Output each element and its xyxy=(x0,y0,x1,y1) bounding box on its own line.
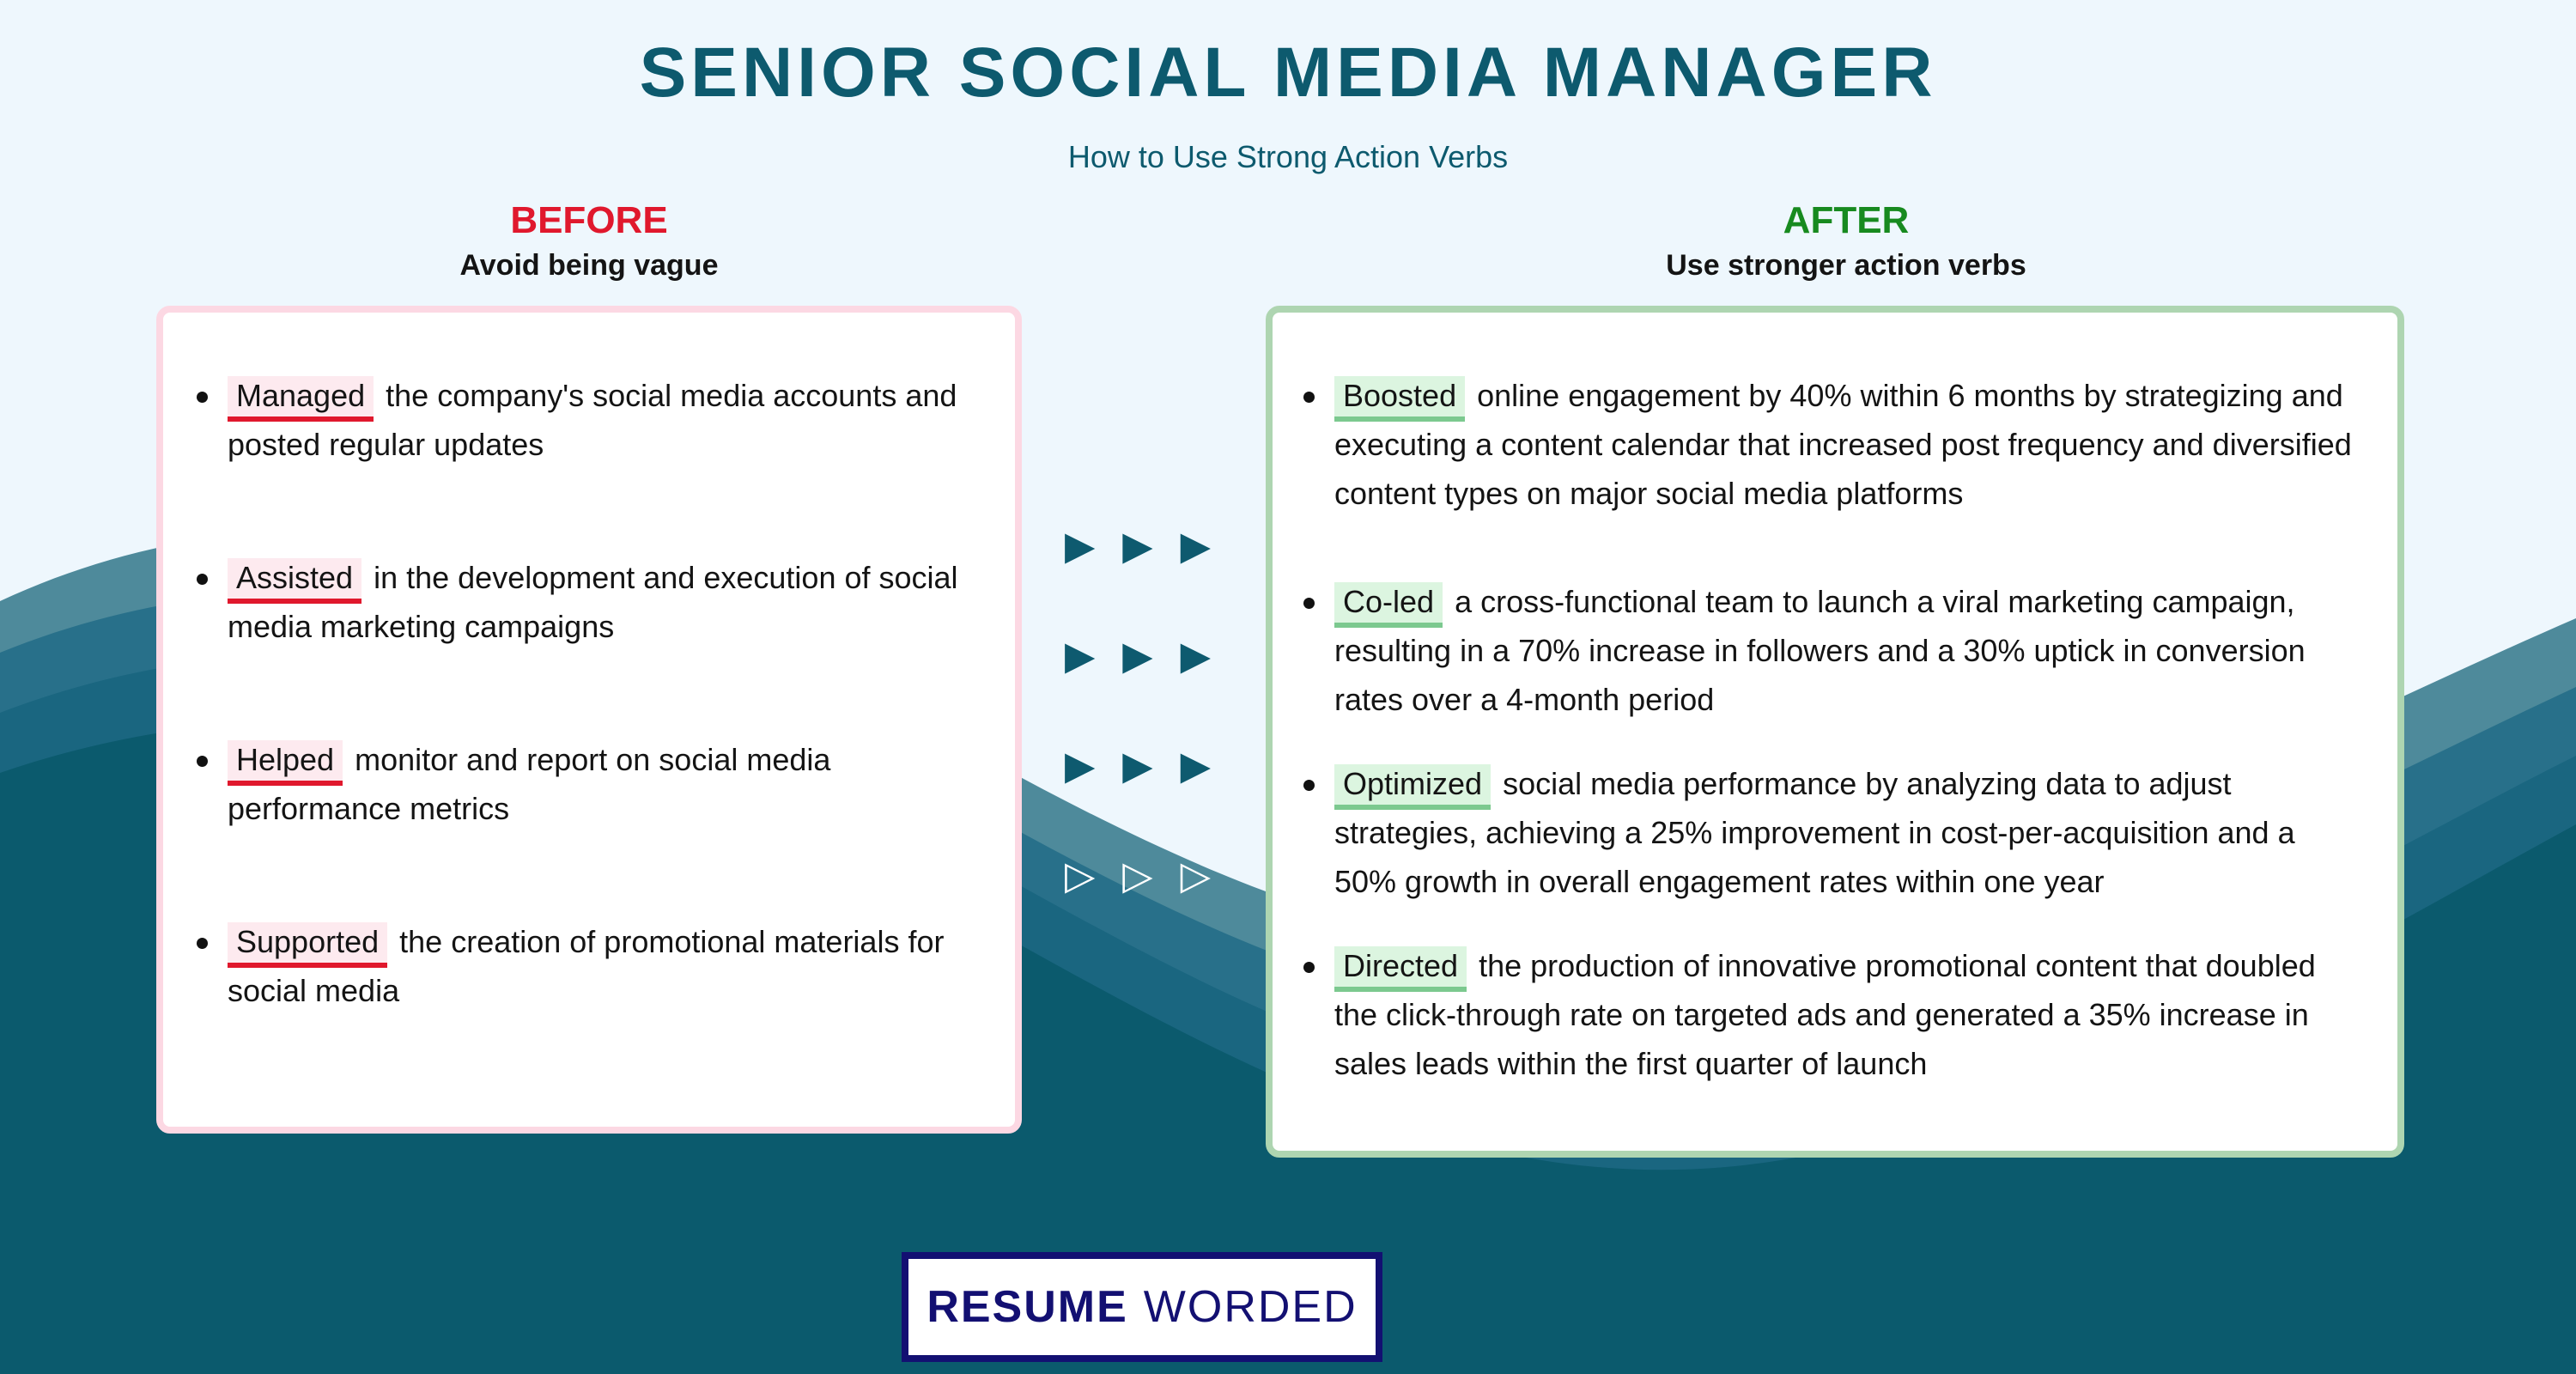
play-arrow-icon: ▶ xyxy=(1180,633,1211,678)
list-item xyxy=(1334,577,2356,724)
play-arrow-icon: ▶ xyxy=(1122,523,1153,568)
page-subtitle: How to Use Strong Action Verbs xyxy=(1067,139,1509,174)
list-item xyxy=(228,553,983,651)
before-card xyxy=(156,306,1022,1134)
list-item xyxy=(228,371,983,469)
item-text: a cross-functional team to launch a viral marketing campaign, resulting in a 70% increase in followers and a 30% uptick in conversion rates over a 4-month period xyxy=(1334,584,2306,717)
item-text: the production of innovative promotional content that doubled the click-through rate on targeted ads and generated a 35% increase in sales leads within the first quarter of launch xyxy=(1334,948,2316,1081)
play-outline-arrow-icon: ▷ xyxy=(1122,853,1153,897)
item-text: monitor and report on social media performance metrics xyxy=(228,742,831,826)
after-header xyxy=(1271,199,2421,283)
strong-verb: Co-led xyxy=(1334,582,1443,628)
play-outline-arrow-icon: ▷ xyxy=(1065,853,1096,897)
before-header xyxy=(160,199,1018,283)
after-subheading: Use stronger action verbs xyxy=(1666,249,2026,282)
after-card xyxy=(1266,306,2404,1158)
logo-bold-text: RESUME xyxy=(927,1282,1128,1332)
arrow-row-3 xyxy=(1065,745,1211,785)
strong-verb: Directed xyxy=(1334,946,1467,992)
arrow-row-4 xyxy=(1065,855,1211,895)
item-text: online engagement by 40% within 6 months by strategizing and executing a content calendar that increased post frequency and diversified content types on major social media platforms xyxy=(1334,378,2352,511)
list-item xyxy=(1334,759,2356,906)
resume-worded-logo[interactable] xyxy=(902,1252,1382,1362)
play-arrow-icon: ▶ xyxy=(1065,743,1096,787)
logo-text: WORDED xyxy=(1143,1282,1358,1332)
list-item xyxy=(1334,371,2356,518)
item-text: in the development and execution of social media marketing campaigns xyxy=(228,560,958,644)
play-arrow-icon: ▶ xyxy=(1122,743,1153,787)
weak-verb: Supported xyxy=(228,922,387,968)
play-arrow-icon: ▶ xyxy=(1065,633,1096,678)
arrow-row-1 xyxy=(1065,523,1211,568)
item-text: the creation of promotional materials for social media xyxy=(228,924,945,1008)
before-subheading: Avoid being vague xyxy=(459,249,719,282)
list-item xyxy=(228,917,983,1015)
strong-verb: Optimized xyxy=(1334,764,1491,810)
weak-verb: Helped xyxy=(228,740,343,786)
arrow-row-2 xyxy=(1065,633,1211,678)
page-title: SENIOR SOCIAL MEDIA MANAGER xyxy=(639,33,1937,112)
play-arrow-icon: ▶ xyxy=(1180,523,1211,568)
play-outline-arrow-icon: ▷ xyxy=(1180,853,1211,897)
item-text: social media performance by analyzing data to adjust strategies, achieving a 25% improvement in cost-per-acquisition and a 50% growth in overall engagement rates within one year xyxy=(1334,766,2295,899)
play-arrow-icon: ▶ xyxy=(1180,743,1211,787)
strong-verb: Boosted xyxy=(1334,376,1465,422)
after-heading: AFTER xyxy=(1783,199,1910,241)
list-item xyxy=(1334,941,2356,1088)
list-item xyxy=(228,735,983,833)
weak-verb: Assisted xyxy=(228,558,361,604)
weak-verb: Managed xyxy=(228,376,374,422)
play-arrow-icon: ▶ xyxy=(1065,523,1096,568)
before-heading: BEFORE xyxy=(510,199,668,241)
item-text: the company's social media accounts and posted regular updates xyxy=(228,378,957,462)
play-arrow-icon: ▶ xyxy=(1122,633,1153,678)
